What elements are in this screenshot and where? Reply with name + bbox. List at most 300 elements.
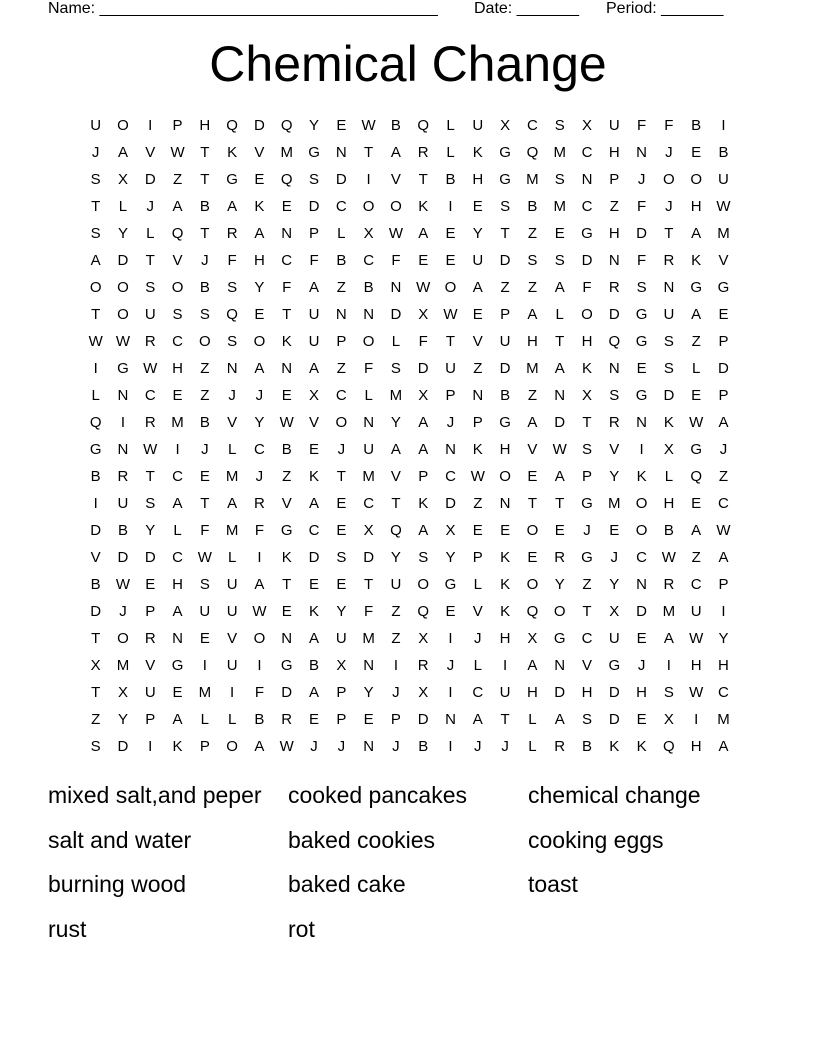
grid-letter[interactable]: B xyxy=(336,252,347,269)
grid-letter[interactable]: A xyxy=(172,603,183,620)
grid-letter[interactable]: M xyxy=(662,603,676,620)
grid-letter[interactable]: G xyxy=(444,576,457,593)
grid-letter[interactable]: Q xyxy=(417,603,430,620)
grid-letter[interactable]: X xyxy=(418,306,429,323)
grid-letter[interactable]: W xyxy=(689,684,704,701)
grid-letter[interactable]: A xyxy=(309,279,320,296)
grid-letter[interactable]: P xyxy=(336,684,347,701)
grid-letter[interactable]: E xyxy=(172,387,183,404)
grid-letter[interactable]: W xyxy=(689,414,704,431)
grid-letter[interactable]: U xyxy=(308,333,320,350)
grid-letter[interactable]: S xyxy=(90,225,101,242)
grid-letter[interactable]: Q xyxy=(526,144,539,161)
grid-letter[interactable]: S xyxy=(581,711,592,728)
grid-letter[interactable]: O xyxy=(690,171,703,188)
grid-letter[interactable]: A xyxy=(554,468,565,485)
grid-letter[interactable]: T xyxy=(282,576,292,593)
grid-letter[interactable]: O xyxy=(663,171,675,188)
grid-letter[interactable]: A xyxy=(172,711,183,728)
grid-letter[interactable]: B xyxy=(418,738,429,755)
grid-letter[interactable]: A xyxy=(718,414,729,431)
grid-letter[interactable]: X xyxy=(663,711,674,728)
grid-letter[interactable]: N xyxy=(554,657,566,674)
grid-letter[interactable]: X xyxy=(581,387,592,404)
grid-letter[interactable]: U xyxy=(226,657,238,674)
grid-letter[interactable]: P xyxy=(500,306,511,323)
grid-letter[interactable]: G xyxy=(499,414,511,431)
grid-letter[interactable]: V xyxy=(309,414,320,431)
grid-letter[interactable]: K xyxy=(500,603,511,620)
grid-letter[interactable]: Z xyxy=(473,495,483,512)
grid-letter[interactable]: W xyxy=(197,549,212,566)
grid-letter[interactable]: E xyxy=(636,711,647,728)
grid-letter[interactable]: E xyxy=(281,603,292,620)
grid-letter[interactable]: Q xyxy=(417,117,430,134)
grid-letter[interactable]: A xyxy=(117,144,128,161)
grid-letter[interactable]: R xyxy=(117,468,129,485)
grid-letter[interactable]: F xyxy=(309,252,319,269)
grid-letter[interactable]: L xyxy=(337,225,346,242)
grid-letter[interactable]: D xyxy=(308,198,320,215)
grid-letter[interactable]: A xyxy=(418,522,429,539)
grid-letter[interactable]: O xyxy=(335,414,348,431)
grid-letter[interactable]: N xyxy=(472,387,484,404)
grid-letter[interactable]: L xyxy=(200,711,209,728)
grid-letter[interactable]: I xyxy=(503,657,508,674)
grid-letter[interactable]: B xyxy=(718,144,729,161)
grid-letter[interactable]: L xyxy=(173,522,182,539)
grid-letter[interactable]: U xyxy=(226,576,238,593)
grid-letter[interactable]: O xyxy=(417,576,430,593)
grid-letter[interactable]: O xyxy=(253,333,266,350)
grid-letter[interactable]: Z xyxy=(200,387,210,404)
grid-letter[interactable]: M xyxy=(280,144,293,161)
grid-letter[interactable]: V xyxy=(227,630,238,647)
grid-letter[interactable]: K xyxy=(636,738,647,755)
grid-letter[interactable]: U xyxy=(608,117,620,134)
grid-letter[interactable]: F xyxy=(282,279,292,296)
grid-letter[interactable]: X xyxy=(336,657,347,674)
grid-letter[interactable]: Z xyxy=(527,387,537,404)
grid-letter[interactable]: R xyxy=(226,225,238,242)
grid-letter[interactable]: L xyxy=(364,387,373,404)
grid-letter[interactable]: A xyxy=(227,495,238,512)
grid-letter[interactable]: W xyxy=(716,522,731,539)
grid-letter[interactable]: S xyxy=(609,387,620,404)
grid-letter[interactable]: S xyxy=(309,171,320,188)
grid-letter[interactable]: W xyxy=(279,414,294,431)
grid-letter[interactable]: E xyxy=(418,252,429,269)
grid-letter[interactable]: C xyxy=(636,549,647,566)
grid-letter[interactable]: T xyxy=(91,306,101,323)
grid-letter[interactable]: F xyxy=(254,522,265,539)
grid-letter[interactable]: Q xyxy=(226,117,238,134)
grid-letter[interactable]: C xyxy=(718,684,729,701)
grid-letter[interactable]: N xyxy=(363,738,375,755)
grid-letter[interactable]: F xyxy=(637,117,647,134)
grid-letter[interactable]: E xyxy=(691,387,702,404)
grid-letter[interactable]: D xyxy=(554,414,566,431)
grid-letter[interactable]: J xyxy=(91,144,100,161)
grid-letter[interactable]: H xyxy=(690,657,702,674)
grid-letter[interactable]: J xyxy=(201,441,209,458)
grid-letter[interactable]: D xyxy=(335,171,347,188)
grid-letter[interactable]: L xyxy=(91,387,100,404)
grid-letter[interactable]: C xyxy=(172,549,183,566)
grid-letter[interactable]: L xyxy=(391,333,401,350)
grid-letter[interactable]: A xyxy=(418,441,429,458)
grid-letter[interactable]: C xyxy=(472,684,484,701)
grid-letter[interactable]: E xyxy=(199,630,210,647)
grid-letter[interactable]: E xyxy=(691,495,702,512)
grid-letter[interactable]: I xyxy=(257,549,262,566)
grid-letter[interactable]: Y xyxy=(390,549,401,566)
grid-letter[interactable]: N xyxy=(608,252,620,269)
grid-letter[interactable]: S xyxy=(390,360,401,377)
grid-letter[interactable]: E xyxy=(336,576,347,593)
grid-letter[interactable]: B xyxy=(363,279,374,296)
grid-letter[interactable]: E xyxy=(527,549,538,566)
grid-letter[interactable]: Y xyxy=(390,414,401,431)
grid-letter[interactable]: C xyxy=(581,198,593,215)
grid-letter[interactable]: T xyxy=(364,576,374,593)
grid-letter[interactable]: A xyxy=(663,630,674,647)
grid-letter[interactable]: J xyxy=(201,252,209,269)
grid-letter[interactable]: K xyxy=(418,198,429,215)
grid-letter[interactable]: V xyxy=(90,549,101,566)
grid-letter[interactable]: B xyxy=(199,198,210,215)
grid-letter[interactable]: E xyxy=(309,576,320,593)
grid-letter[interactable]: E xyxy=(281,198,292,215)
grid-letter[interactable]: W xyxy=(88,333,103,350)
grid-letter[interactable]: G xyxy=(171,657,184,674)
grid-letter[interactable]: U xyxy=(390,576,402,593)
grid-letter[interactable]: E xyxy=(336,117,347,134)
grid-letter[interactable]: C xyxy=(690,576,702,593)
grid-letter[interactable]: N xyxy=(390,279,402,296)
grid-letter[interactable]: D xyxy=(417,360,429,377)
grid-letter[interactable]: U xyxy=(445,360,456,377)
grid-letter[interactable]: Z xyxy=(336,279,346,296)
grid-letter[interactable]: A xyxy=(527,657,538,674)
grid-letter[interactable]: W xyxy=(361,117,376,134)
grid-letter[interactable]: Z xyxy=(691,549,701,566)
grid-letter[interactable]: W xyxy=(470,468,485,485)
grid-letter[interactable]: T xyxy=(200,495,210,512)
grid-letter[interactable]: A xyxy=(309,495,320,512)
grid-letter[interactable]: A xyxy=(418,225,429,242)
grid-letter[interactable]: X xyxy=(90,657,101,674)
grid-letter[interactable]: G xyxy=(308,144,320,161)
grid-letter[interactable]: U xyxy=(90,117,102,134)
grid-letter[interactable]: R xyxy=(281,711,293,728)
grid-letter[interactable]: T xyxy=(582,603,592,620)
grid-letter[interactable]: D xyxy=(363,549,375,566)
grid-letter[interactable]: W xyxy=(143,360,158,377)
grid-letter[interactable]: R xyxy=(663,576,675,593)
period-field-label[interactable]: Period: _______ xyxy=(606,0,724,17)
grid-letter[interactable]: O xyxy=(499,468,511,485)
grid-letter[interactable]: G xyxy=(581,225,593,242)
grid-letter[interactable]: H xyxy=(199,117,211,134)
grid-letter[interactable]: Y xyxy=(363,684,374,701)
grid-letter[interactable]: U xyxy=(472,117,484,134)
grid-letter[interactable]: O xyxy=(117,117,129,134)
grid-letter[interactable]: A xyxy=(527,306,538,323)
grid-letter[interactable]: R xyxy=(554,549,566,566)
grid-letter[interactable]: S xyxy=(581,441,592,458)
grid-letter[interactable]: C xyxy=(581,630,593,647)
grid-letter[interactable]: G xyxy=(581,495,593,512)
grid-letter[interactable]: Z xyxy=(200,360,210,377)
grid-letter[interactable]: M xyxy=(225,468,239,485)
grid-letter[interactable]: E xyxy=(145,576,156,593)
grid-letter[interactable]: W xyxy=(716,198,731,215)
grid-letter[interactable]: O xyxy=(553,603,566,620)
grid-letter[interactable]: U xyxy=(499,333,511,350)
grid-letter[interactable]: U xyxy=(499,684,511,701)
grid-letter[interactable]: N xyxy=(554,387,566,404)
grid-letter[interactable]: O xyxy=(635,522,648,539)
grid-letter[interactable]: X xyxy=(117,171,128,188)
grid-letter[interactable]: T xyxy=(664,225,674,242)
grid-letter[interactable]: T xyxy=(582,414,592,431)
grid-letter[interactable]: T xyxy=(91,198,101,215)
grid-letter[interactable]: Q xyxy=(526,603,539,620)
grid-letter[interactable]: O xyxy=(117,306,129,323)
grid-letter[interactable]: I xyxy=(666,657,671,674)
grid-letter[interactable]: H xyxy=(526,684,538,701)
grid-letter[interactable]: S xyxy=(554,171,565,188)
grid-letter[interactable]: U xyxy=(472,252,484,269)
grid-letter[interactable]: P xyxy=(718,387,729,404)
grid-letter[interactable]: X xyxy=(500,117,511,134)
grid-letter[interactable]: A xyxy=(390,441,401,458)
grid-letter[interactable]: H xyxy=(581,684,593,701)
grid-letter[interactable]: A xyxy=(309,630,320,647)
grid-letter[interactable]: B xyxy=(309,657,320,674)
grid-letter[interactable]: W xyxy=(115,576,131,593)
grid-letter[interactable]: G xyxy=(499,171,511,188)
grid-letter[interactable]: I xyxy=(202,657,207,674)
grid-letter[interactable]: L xyxy=(692,360,701,377)
grid-letter[interactable]: Z xyxy=(336,360,346,377)
grid-letter[interactable]: V xyxy=(527,441,538,458)
grid-letter[interactable]: E xyxy=(254,171,265,188)
grid-letter[interactable]: A xyxy=(309,360,320,377)
grid-letter[interactable]: M xyxy=(116,657,130,674)
grid-letter[interactable]: D xyxy=(499,360,511,377)
grid-letter[interactable]: K xyxy=(418,495,429,512)
grid-letter[interactable]: L xyxy=(446,144,455,161)
grid-letter[interactable]: J xyxy=(474,738,482,755)
grid-letter[interactable]: H xyxy=(581,333,593,350)
grid-letter[interactable]: A xyxy=(172,495,183,512)
grid-letter[interactable]: B xyxy=(581,738,592,755)
grid-letter[interactable]: M xyxy=(225,522,239,539)
grid-letter[interactable]: Y xyxy=(609,576,620,593)
grid-letter[interactable]: C xyxy=(718,495,729,512)
grid-letter[interactable]: J xyxy=(637,171,646,188)
grid-letter[interactable]: H xyxy=(663,495,675,512)
grid-letter[interactable]: B xyxy=(281,441,292,458)
grid-letter[interactable]: O xyxy=(89,279,102,296)
grid-letter[interactable]: G xyxy=(635,387,648,404)
grid-letter[interactable]: S xyxy=(227,279,238,296)
grid-letter[interactable]: A xyxy=(90,252,101,269)
grid-letter[interactable]: J xyxy=(392,684,400,701)
grid-letter[interactable]: A xyxy=(254,738,265,755)
grid-letter[interactable]: J xyxy=(337,738,346,755)
grid-letter[interactable]: J xyxy=(501,738,509,755)
grid-letter[interactable]: F xyxy=(582,279,592,296)
grid-letter[interactable]: H xyxy=(718,657,729,674)
grid-letter[interactable]: U xyxy=(608,630,620,647)
grid-letter[interactable]: P xyxy=(199,738,210,755)
grid-letter[interactable]: M xyxy=(717,225,730,242)
grid-letter[interactable]: B xyxy=(90,576,101,593)
grid-letter[interactable]: E xyxy=(445,252,456,269)
grid-letter[interactable]: S xyxy=(527,252,538,269)
grid-letter[interactable]: O xyxy=(226,738,238,755)
grid-letter[interactable]: A xyxy=(554,711,565,728)
grid-letter[interactable]: N xyxy=(581,171,593,188)
grid-letter[interactable]: D xyxy=(90,522,102,539)
grid-letter[interactable]: Z xyxy=(691,333,701,350)
grid-letter[interactable]: U xyxy=(663,306,675,323)
grid-letter[interactable]: I xyxy=(448,198,453,215)
grid-letter[interactable]: W xyxy=(416,279,431,296)
grid-letter[interactable]: J xyxy=(446,414,455,431)
grid-letter[interactable]: J xyxy=(719,441,728,458)
grid-letter[interactable]: V xyxy=(254,144,265,161)
date-field-label[interactable]: Date: _______ xyxy=(474,0,579,17)
grid-letter[interactable]: Y xyxy=(609,468,620,485)
grid-letter[interactable]: T xyxy=(200,144,210,161)
grid-letter[interactable]: D xyxy=(117,738,129,755)
grid-letter[interactable]: E xyxy=(336,495,347,512)
grid-letter[interactable]: A xyxy=(309,684,320,701)
grid-letter[interactable]: W xyxy=(170,144,185,161)
grid-letter[interactable]: U xyxy=(718,171,729,188)
grid-letter[interactable]: W xyxy=(279,738,294,755)
grid-letter[interactable]: B xyxy=(254,711,265,728)
grid-letter[interactable]: L xyxy=(227,711,237,728)
grid-letter[interactable]: A xyxy=(554,279,565,296)
grid-letter[interactable]: J xyxy=(337,441,346,458)
grid-letter[interactable]: G xyxy=(581,549,593,566)
grid-letter[interactable]: F xyxy=(254,684,265,701)
grid-letter[interactable]: B xyxy=(117,522,128,539)
grid-letter[interactable]: L xyxy=(227,549,237,566)
grid-letter[interactable]: G xyxy=(280,522,293,539)
grid-letter[interactable]: G xyxy=(690,441,703,458)
grid-letter[interactable]: Y xyxy=(117,711,128,728)
grid-letter[interactable]: V xyxy=(145,144,156,161)
grid-letter[interactable]: N xyxy=(636,576,647,593)
grid-letter[interactable]: Z xyxy=(609,198,619,215)
grid-letter[interactable]: F xyxy=(391,252,401,269)
grid-letter[interactable]: K xyxy=(663,414,674,431)
grid-letter[interactable]: W xyxy=(115,333,131,350)
grid-letter[interactable]: C xyxy=(335,198,347,215)
grid-letter[interactable]: R xyxy=(417,144,429,161)
grid-letter[interactable]: V xyxy=(718,252,729,269)
grid-letter[interactable]: M xyxy=(608,495,621,512)
grid-letter[interactable]: T xyxy=(391,495,401,512)
grid-letter[interactable]: V xyxy=(609,441,620,458)
grid-letter[interactable]: H xyxy=(172,576,183,593)
grid-letter[interactable]: Q xyxy=(663,738,675,755)
grid-letter[interactable]: N xyxy=(226,360,238,377)
grid-letter[interactable]: J xyxy=(637,657,646,674)
grid-letter[interactable]: E xyxy=(309,441,320,458)
grid-letter[interactable]: T xyxy=(91,684,101,701)
grid-letter[interactable]: G xyxy=(717,279,730,296)
grid-letter[interactable]: G xyxy=(226,171,238,188)
grid-letter[interactable]: Z xyxy=(527,225,537,242)
grid-letter[interactable]: M xyxy=(389,387,403,404)
grid-letter[interactable]: R xyxy=(608,414,620,431)
grid-letter[interactable]: I xyxy=(639,441,644,458)
grid-letter[interactable]: H xyxy=(254,252,265,269)
grid-letter[interactable]: C xyxy=(281,252,293,269)
grid-letter[interactable]: T xyxy=(418,171,428,188)
grid-letter[interactable]: A xyxy=(718,549,729,566)
grid-letter[interactable]: H xyxy=(499,441,511,458)
grid-letter[interactable]: B xyxy=(390,117,401,134)
grid-letter[interactable]: W xyxy=(443,306,458,323)
grid-letter[interactable]: K xyxy=(227,144,238,161)
grid-letter[interactable]: Q xyxy=(89,414,102,431)
grid-letter[interactable]: D xyxy=(608,306,620,323)
grid-letter[interactable]: P xyxy=(581,468,592,485)
grid-letter[interactable]: E xyxy=(691,144,702,161)
grid-letter[interactable]: D xyxy=(144,549,156,566)
grid-letter[interactable]: B xyxy=(663,522,674,539)
grid-letter[interactable]: C xyxy=(172,468,183,485)
grid-letter[interactable]: Z xyxy=(282,468,292,485)
grid-letter[interactable]: I xyxy=(694,711,699,728)
grid-letter[interactable]: Y xyxy=(145,522,156,539)
grid-letter[interactable]: L xyxy=(446,117,455,134)
grid-letter[interactable]: Z xyxy=(391,630,401,647)
grid-letter[interactable]: L xyxy=(528,738,537,755)
grid-letter[interactable]: S xyxy=(145,495,156,512)
name-field-label[interactable]: Name: ______________________________________ xyxy=(48,0,438,17)
grid-letter[interactable]: D xyxy=(144,171,156,188)
grid-letter[interactable]: E xyxy=(445,225,456,242)
grid-letter[interactable]: U xyxy=(144,684,156,701)
grid-letter[interactable]: G xyxy=(635,333,648,350)
grid-letter[interactable]: A xyxy=(691,225,702,242)
grid-letter[interactable]: E xyxy=(281,387,292,404)
grid-letter[interactable]: C xyxy=(335,387,347,404)
grid-letter[interactable]: K xyxy=(172,738,183,755)
grid-letter[interactable]: N xyxy=(445,711,456,728)
grid-letter[interactable]: B xyxy=(199,414,210,431)
grid-letter[interactable]: A xyxy=(472,711,483,728)
grid-letter[interactable]: T xyxy=(145,252,155,269)
grid-letter[interactable]: N xyxy=(636,144,647,161)
grid-letter[interactable]: X xyxy=(418,387,429,404)
grid-letter[interactable]: P xyxy=(718,576,729,593)
grid-letter[interactable]: K xyxy=(281,333,292,350)
grid-letter[interactable]: F xyxy=(418,333,428,350)
grid-letter[interactable]: E xyxy=(500,522,511,539)
grid-letter[interactable]: X xyxy=(663,441,674,458)
grid-letter[interactable]: W xyxy=(552,441,567,458)
